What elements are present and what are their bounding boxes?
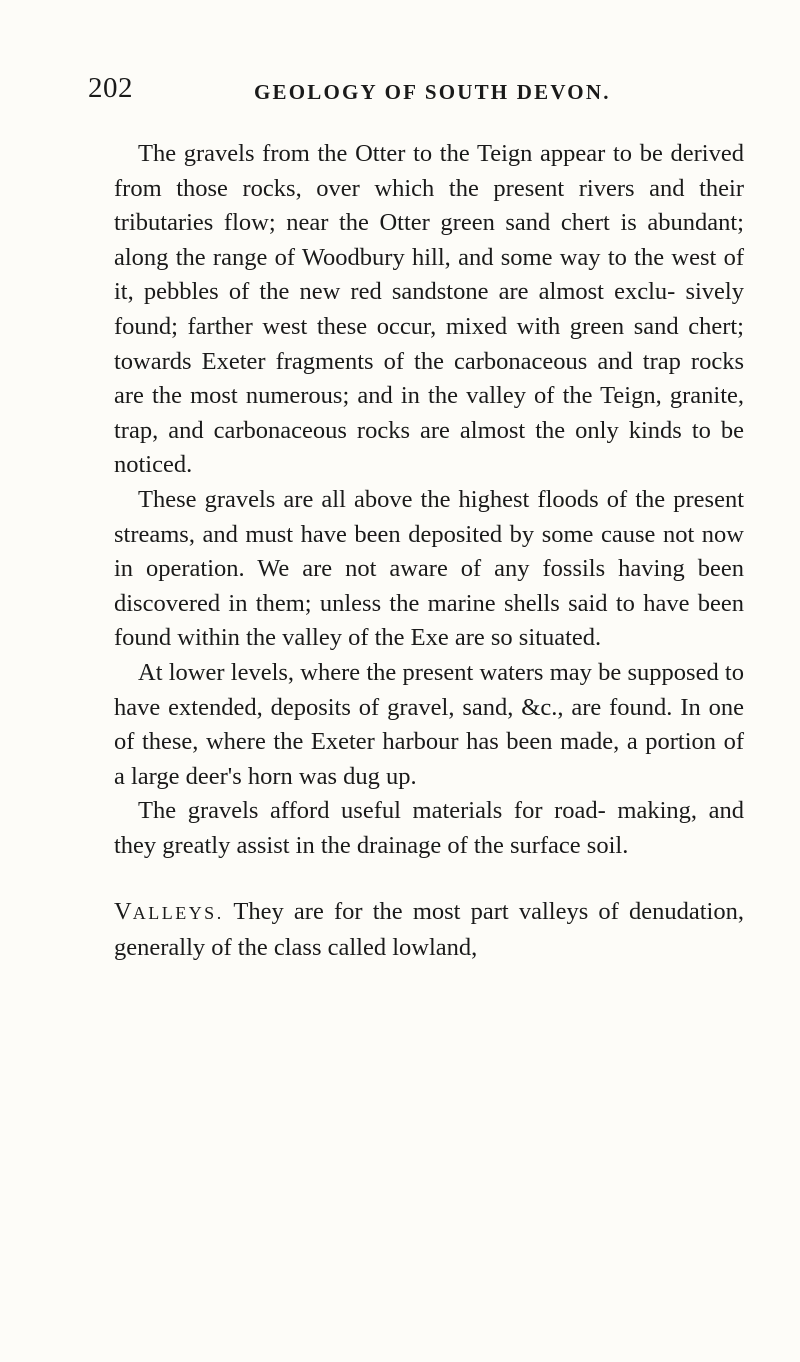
section-heading-rest: ALLEYS. [132, 903, 224, 924]
section-spacer [114, 863, 744, 895]
paragraph-valleys [114, 895, 744, 965]
section-heading-initial: V [114, 898, 133, 926]
page-number: 202 [88, 72, 133, 104]
paragraph-gravels-deposition: These gravels are all above the highest floods of the present streams, and must have been deposited by some cause not now in operation. We are not aware of any fossils having been discovered in them; unless the marine shells said to have been found within the valley of the Exe are so situated. [114, 485, 744, 652]
body-text [114, 137, 744, 966]
paragraph-gravels-uses: The gravels afford useful materials for road- making, and they greatly assist in the drainage of the surface soil. [114, 797, 744, 859]
paragraph-lower-levels: At lower levels, where the present waters may be supposed to have extended, deposits of gravel, sand, &c., are found. In one of these, where the Exeter harbour has been made, a portion of a large deer's horn was dug up. [114, 658, 744, 790]
running-head [88, 72, 738, 112]
section-heading [114, 898, 224, 925]
running-title: GEOLOGY OF SOUTH DEVON. [254, 80, 611, 104]
section-text: They are for the most part valleys of denudation, generally of the class called lowland, [114, 898, 744, 962]
paragraph-gravels-origin: The gravels from the Otter to the Teign appear to be derived from those rocks, over which the present rivers and their tributaries flow; near the Otter green sand chert is abundant; along the range of Woodbury hill, and some way to the west of it, pebbles of the new red sandstone are almost exclu- sively found; farther west these occur, mixed with green sand chert; towards Exeter fragments of the carbonaceous and trap rocks are the most numerous; and in the valley of the Teign, granite, trap, and carbonaceous rocks are almost the only kinds to be noticed. [114, 140, 744, 479]
